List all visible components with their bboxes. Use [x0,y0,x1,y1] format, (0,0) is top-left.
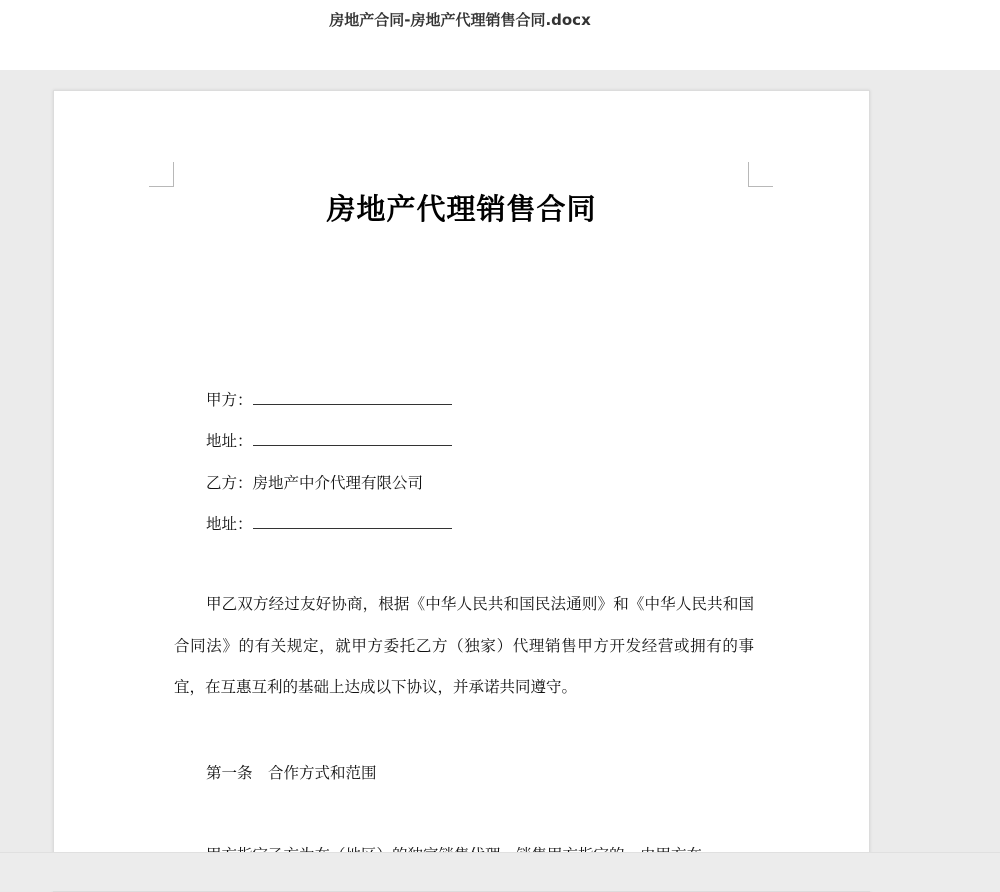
document-canvas[interactable] [0,70,1000,852]
party-b-address-label: 地址： [206,515,253,533]
party-b-address-blank [253,516,452,529]
margin-corner-marker-top-left [149,162,174,187]
document-title: 房地产合同-房地产代理销售合同.docx [329,11,591,29]
contract-heading: 房地产代理销售合同 [326,192,597,226]
party-b-name: 房地产中介代理有限公司 [252,474,424,492]
party-a-label: 甲方： [206,391,253,409]
bottom-status-bar [0,852,1000,891]
party-a-address-line [206,429,452,451]
party-a-blank [253,392,452,405]
party-b-address-line [206,512,452,534]
party-b-label: 乙方： [206,474,253,492]
party-b-line [206,471,423,493]
party-a-line [206,388,452,410]
margin-corner-marker-top-right [748,162,773,187]
title-bar [0,0,1000,70]
article-1-title: 第一条 合作方式和范围 [206,764,377,782]
party-a-address-blank [253,433,452,446]
party-a-address-label: 地址： [206,432,253,450]
intro-paragraph: 甲乙双方经过友好协商，根据《中华人民共和国民法通则》和《中华人民共和国合同法》的有关规定，就甲方委托乙方（独家）代理销售甲方开发经营或拥有的事宜，在互惠互利的基础上达成以下协议，并承诺共同遵守。 [174,595,754,696]
document-page[interactable] [53,90,870,892]
